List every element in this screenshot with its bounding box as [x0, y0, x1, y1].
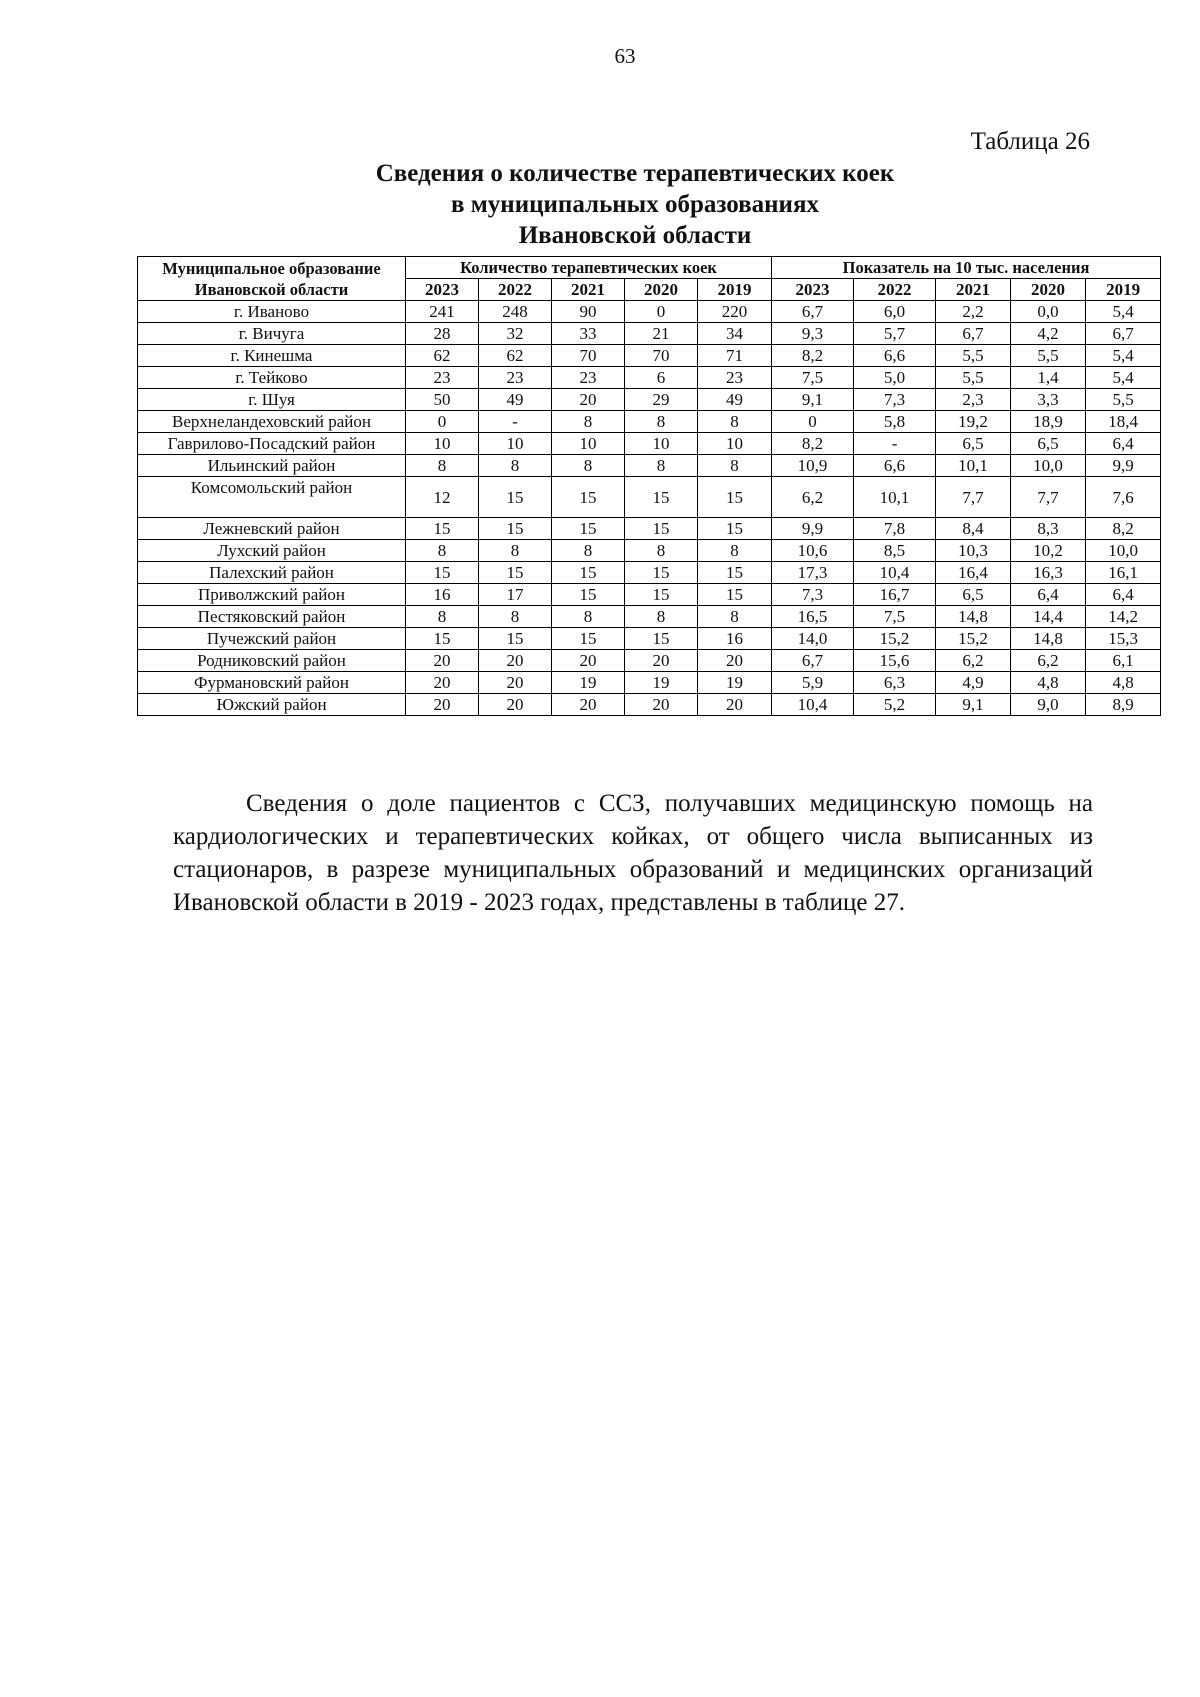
beds-count-cell: 8 — [479, 540, 552, 562]
rate-cell: 10,0 — [1011, 455, 1086, 477]
beds-count-cell: 8 — [552, 540, 625, 562]
rate-cell: 18,9 — [1011, 411, 1086, 433]
table-row — [138, 323, 1161, 345]
rate-cell: 9,0 — [1011, 694, 1086, 716]
header-year: 2021 — [936, 279, 1011, 301]
rate-cell: 5,5 — [1086, 389, 1161, 411]
table-row — [138, 477, 1161, 518]
rate-cell: - — [854, 433, 936, 455]
beds-count-cell: 20 — [625, 650, 698, 672]
rate-cell: 6,5 — [936, 584, 1011, 606]
table-title-line-1: Сведения о количестве терапевтических коек — [375, 160, 895, 187]
header-beds-group: Количество терапевтических коек — [406, 257, 772, 279]
table-row — [138, 345, 1161, 367]
rate-cell: 9,3 — [772, 323, 854, 345]
table-row — [138, 562, 1161, 584]
beds-count-cell: 20 — [406, 672, 479, 694]
beds-count-cell: 8 — [552, 606, 625, 628]
rate-cell: 16,7 — [854, 584, 936, 606]
beds-count-cell: 20 — [698, 650, 772, 672]
rate-cell: 9,9 — [772, 518, 854, 540]
rate-cell: 6,7 — [936, 323, 1011, 345]
rate-cell: 15,6 — [854, 650, 936, 672]
municipality-name: Приволжский район — [138, 584, 406, 606]
beds-count-cell: 10 — [698, 433, 772, 455]
beds-count-cell: 17 — [479, 584, 552, 606]
rate-cell: 6,7 — [1086, 323, 1161, 345]
table-row — [138, 389, 1161, 411]
table-row — [138, 606, 1161, 628]
rate-cell: 4,8 — [1086, 672, 1161, 694]
rate-cell: 5,4 — [1086, 301, 1161, 323]
rate-cell: 6,6 — [854, 345, 936, 367]
beds-count-cell: 34 — [698, 323, 772, 345]
rate-cell: 6,2 — [936, 650, 1011, 672]
beds-count-cell: 15 — [698, 518, 772, 540]
beds-count-cell: 15 — [552, 477, 625, 518]
rate-cell: 4,9 — [936, 672, 1011, 694]
rate-cell: 0,0 — [1011, 301, 1086, 323]
beds-count-cell: 0 — [406, 411, 479, 433]
municipality-name: Лухский район — [138, 540, 406, 562]
beds-count-cell: 10 — [406, 433, 479, 455]
municipality-name: Пучежский район — [138, 628, 406, 650]
municipality-name: г. Иваново — [138, 301, 406, 323]
rate-cell: 10,1 — [854, 477, 936, 518]
beds-count-cell: 15 — [479, 562, 552, 584]
rate-cell: 10,1 — [936, 455, 1011, 477]
table-title — [160, 158, 1110, 251]
rate-cell: 3,3 — [1011, 389, 1086, 411]
rate-cell: 6,5 — [1011, 433, 1086, 455]
rate-cell: 15,2 — [936, 628, 1011, 650]
rate-cell: 6,7 — [772, 301, 854, 323]
rate-cell: 2,3 — [936, 389, 1011, 411]
beds-count-cell: 15 — [479, 477, 552, 518]
beds-count-cell: 20 — [625, 694, 698, 716]
rate-cell: 7,7 — [1011, 477, 1086, 518]
municipality-name: Палехский район — [138, 562, 406, 584]
beds-count-cell: 8 — [479, 455, 552, 477]
header-row-groups — [138, 257, 1161, 279]
rate-cell: 8,2 — [1086, 518, 1161, 540]
municipality-name: Родниковский район — [138, 650, 406, 672]
header-year: 2020 — [1011, 279, 1086, 301]
beds-count-cell: 15 — [625, 518, 698, 540]
beds-count-cell: 15 — [406, 562, 479, 584]
beds-count-cell: 20 — [479, 672, 552, 694]
rate-cell: 6,0 — [854, 301, 936, 323]
table-row — [138, 628, 1161, 650]
rate-cell: 15,3 — [1086, 628, 1161, 650]
municipality-name: г. Вичуга — [138, 323, 406, 345]
beds-count-cell: 20 — [406, 650, 479, 672]
beds-count-cell: 49 — [479, 389, 552, 411]
beds-count-cell: 23 — [698, 367, 772, 389]
rate-cell: 14,8 — [936, 606, 1011, 628]
municipality-name: Ильинский район — [138, 455, 406, 477]
rate-cell: 6,6 — [854, 455, 936, 477]
beds-count-cell: 10 — [625, 433, 698, 455]
beds-count-cell: 0 — [625, 301, 698, 323]
table-row — [138, 301, 1161, 323]
beds-count-cell: 8 — [552, 411, 625, 433]
beds-count-cell: 8 — [625, 540, 698, 562]
municipality-name: г. Кинешма — [138, 345, 406, 367]
beds-count-cell: 20 — [552, 389, 625, 411]
rate-cell: 5,4 — [1086, 345, 1161, 367]
beds-count-cell: 8 — [698, 411, 772, 433]
beds-count-cell: 15 — [406, 628, 479, 650]
table-row — [138, 672, 1161, 694]
beds-count-cell: 29 — [625, 389, 698, 411]
rate-cell: 8,2 — [772, 433, 854, 455]
beds-count-cell: 8 — [406, 606, 479, 628]
municipality-name: Пестяковский район — [138, 606, 406, 628]
beds-count-cell: 16 — [698, 628, 772, 650]
header-year: 2022 — [854, 279, 936, 301]
rate-cell: 6,2 — [772, 477, 854, 518]
header-year: 2022 — [479, 279, 552, 301]
rate-cell: 6,3 — [854, 672, 936, 694]
table-row — [138, 540, 1161, 562]
beds-count-cell: 90 — [552, 301, 625, 323]
rate-cell: 10,4 — [854, 562, 936, 584]
beds-count-cell: 71 — [698, 345, 772, 367]
beds-count-cell: 15 — [698, 584, 772, 606]
rate-cell: 16,4 — [936, 562, 1011, 584]
table-label: Таблица 26 — [970, 128, 1090, 155]
beds-count-cell: 33 — [552, 323, 625, 345]
beds-count-cell: 8 — [406, 455, 479, 477]
table-row — [138, 694, 1161, 716]
beds-count-cell: 15 — [698, 562, 772, 584]
rate-cell: 7,3 — [772, 584, 854, 606]
rate-cell: 8,4 — [936, 518, 1011, 540]
rate-cell: 7,5 — [854, 606, 936, 628]
municipality-name: Верхнеландеховский район — [138, 411, 406, 433]
rate-cell: 6,4 — [1086, 584, 1161, 606]
rate-cell: 16,3 — [1011, 562, 1086, 584]
municipality-name: Южский район — [138, 694, 406, 716]
rate-cell: 5,8 — [854, 411, 936, 433]
beds-count-cell: 19 — [552, 672, 625, 694]
beds-count-cell: 20 — [479, 694, 552, 716]
rate-cell: 16,1 — [1086, 562, 1161, 584]
rate-cell: 18,4 — [1086, 411, 1161, 433]
beds-count-cell: 241 — [406, 301, 479, 323]
table-row — [138, 518, 1161, 540]
beds-count-cell: 8 — [698, 606, 772, 628]
rate-cell: 14,0 — [772, 628, 854, 650]
rate-cell: 5,0 — [854, 367, 936, 389]
beds-count-cell: 23 — [552, 367, 625, 389]
table-row — [138, 650, 1161, 672]
rate-cell: 7,8 — [854, 518, 936, 540]
rate-cell: 1,4 — [1011, 367, 1086, 389]
beds-count-cell: 10 — [479, 433, 552, 455]
body-paragraph: Сведения о доле пациентов с ССЗ, получавших медицинскую помощь на кардиологических и терапевтических койках, от общего числа выписанных из стационаров, в разрезе муниципальных образований и медицинских организаций Ивановской области в 2019 - 2023 годах, представлены в таблице 27. — [173, 790, 1093, 916]
table-row — [138, 411, 1161, 433]
rate-cell: 15,2 — [854, 628, 936, 650]
beds-count-cell: 19 — [698, 672, 772, 694]
rate-cell: 7,5 — [772, 367, 854, 389]
beds-count-cell: 20 — [552, 650, 625, 672]
beds-count-cell: 15 — [552, 628, 625, 650]
beds-count-cell: 8 — [698, 540, 772, 562]
rate-cell: 2,2 — [936, 301, 1011, 323]
rate-cell: 5,5 — [936, 345, 1011, 367]
rate-cell: 9,1 — [772, 389, 854, 411]
rate-cell: 0 — [772, 411, 854, 433]
rate-cell: 6,4 — [1011, 584, 1086, 606]
beds-count-cell: 19 — [625, 672, 698, 694]
beds-count-cell: 20 — [406, 694, 479, 716]
beds-count-cell: 15 — [625, 477, 698, 518]
beds-count-cell: 20 — [552, 694, 625, 716]
rate-cell: 5,5 — [936, 367, 1011, 389]
municipality-name: Фурмановский район — [138, 672, 406, 694]
municipality-name: Лежневский район — [138, 518, 406, 540]
beds-count-cell: 15 — [479, 518, 552, 540]
beds-count-cell: 220 — [698, 301, 772, 323]
beds-count-cell: 8 — [625, 455, 698, 477]
beds-count-cell: 23 — [406, 367, 479, 389]
header-year: 2023 — [772, 279, 854, 301]
beds-count-cell: 32 — [479, 323, 552, 345]
rate-cell: 10,6 — [772, 540, 854, 562]
beds-count-cell: 8 — [698, 455, 772, 477]
rate-cell: 9,1 — [936, 694, 1011, 716]
rate-cell: 6,5 — [936, 433, 1011, 455]
beds-count-cell: 15 — [625, 628, 698, 650]
table-title-line-3: Ивановской области — [518, 222, 752, 249]
beds-count-cell: 16 — [406, 584, 479, 606]
beds-count-cell: 8 — [625, 411, 698, 433]
beds-count-cell: 15 — [552, 562, 625, 584]
beds-count-cell: 15 — [552, 584, 625, 606]
beds-count-cell: 49 — [698, 389, 772, 411]
beds-count-cell: 15 — [479, 628, 552, 650]
beds-count-cell: 20 — [698, 694, 772, 716]
rate-cell: 5,5 — [1011, 345, 1086, 367]
page-number: 63 — [614, 44, 636, 68]
rate-cell: 4,8 — [1011, 672, 1086, 694]
rate-cell: 5,2 — [854, 694, 936, 716]
beds-count-cell: 62 — [406, 345, 479, 367]
rate-cell: 19,2 — [936, 411, 1011, 433]
beds-count-cell: 21 — [625, 323, 698, 345]
beds-count-cell: 15 — [625, 562, 698, 584]
header-year: 2020 — [625, 279, 698, 301]
beds-count-cell: 62 — [479, 345, 552, 367]
rate-cell: 5,9 — [772, 672, 854, 694]
rate-cell: 6,7 — [772, 650, 854, 672]
municipality-name: г. Тейково — [138, 367, 406, 389]
beds-count-cell: 6 — [625, 367, 698, 389]
municipality-name: г. Шуя — [138, 389, 406, 411]
beds-count-cell: 70 — [625, 345, 698, 367]
table-row — [138, 584, 1161, 606]
beds-count-cell: 28 — [406, 323, 479, 345]
rate-cell: 9,9 — [1086, 455, 1161, 477]
beds-table — [137, 256, 1161, 716]
beds-count-cell: 248 — [479, 301, 552, 323]
beds-count-cell: 23 — [479, 367, 552, 389]
municipality-name: Комсомольский район — [138, 477, 406, 518]
header-rate-group: Показатель на 10 тыс. населения — [772, 257, 1161, 279]
beds-count-cell: 8 — [552, 455, 625, 477]
beds-count-cell: 8 — [406, 540, 479, 562]
table-row — [138, 367, 1161, 389]
beds-count-cell: 15 — [406, 518, 479, 540]
beds-count-cell: 8 — [479, 606, 552, 628]
beds-count-cell: - — [479, 411, 552, 433]
rate-cell: 7,3 — [854, 389, 936, 411]
rate-cell: 7,7 — [936, 477, 1011, 518]
rate-cell: 4,2 — [1011, 323, 1086, 345]
header-year: 2021 — [552, 279, 625, 301]
beds-count-cell: 15 — [625, 584, 698, 606]
municipality-name: Гаврилово-Посадский район — [138, 433, 406, 455]
beds-count-cell: 12 — [406, 477, 479, 518]
rate-cell: 6,4 — [1086, 433, 1161, 455]
rate-cell: 16,5 — [772, 606, 854, 628]
header-year: 2023 — [406, 279, 479, 301]
rate-cell: 8,3 — [1011, 518, 1086, 540]
beds-count-cell: 70 — [552, 345, 625, 367]
rate-cell: 6,2 — [1011, 650, 1086, 672]
table-row — [138, 455, 1161, 477]
rate-cell: 8,9 — [1086, 694, 1161, 716]
rate-cell: 6,1 — [1086, 650, 1161, 672]
rate-cell: 14,4 — [1011, 606, 1086, 628]
beds-count-cell: 10 — [552, 433, 625, 455]
rate-cell: 14,2 — [1086, 606, 1161, 628]
rate-cell: 10,0 — [1086, 540, 1161, 562]
rate-cell: 7,6 — [1086, 477, 1161, 518]
header-municipality: Муниципальное образование Ивановской области — [138, 257, 406, 301]
rate-cell: 8,5 — [854, 540, 936, 562]
table-body — [138, 301, 1161, 716]
rate-cell: 10,2 — [1011, 540, 1086, 562]
rate-cell: 8,2 — [772, 345, 854, 367]
rate-cell: 10,4 — [772, 694, 854, 716]
beds-count-cell: 8 — [625, 606, 698, 628]
rate-cell: 10,3 — [936, 540, 1011, 562]
header-year: 2019 — [1086, 279, 1161, 301]
beds-count-cell: 50 — [406, 389, 479, 411]
beds-count-cell: 15 — [552, 518, 625, 540]
beds-count-cell: 20 — [479, 650, 552, 672]
rate-cell: 17,3 — [772, 562, 854, 584]
header-year: 2019 — [698, 279, 772, 301]
beds-count-cell: 15 — [698, 477, 772, 518]
rate-cell: 5,7 — [854, 323, 936, 345]
table-title-line-2: в муниципальных образованиях — [451, 191, 819, 218]
table-row — [138, 433, 1161, 455]
rate-cell: 10,9 — [772, 455, 854, 477]
rate-cell: 5,4 — [1086, 367, 1161, 389]
rate-cell: 14,8 — [1011, 628, 1086, 650]
